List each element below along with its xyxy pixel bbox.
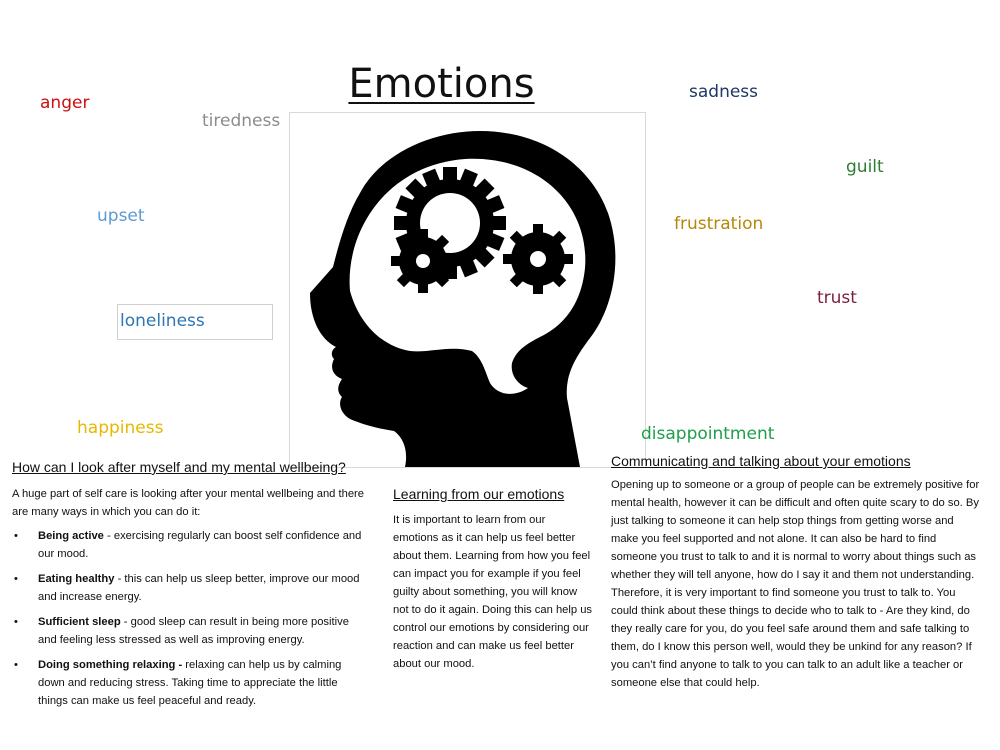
emotion-word-sadness: sadness: [689, 82, 759, 102]
list-item: [12, 570, 367, 606]
list-item-text: - exercising regularly can boost self confidence and our mood.: [38, 530, 362, 560]
list-item-text: relaxing can help us by calming down and reducing stress. Taking time to appreciate the little things can make us feel peaceful and ready.: [38, 659, 342, 707]
emotion-word-tiredness: tiredness: [202, 111, 281, 131]
emotion-word-trust: trust: [817, 288, 857, 308]
bullet-icon: •: [14, 659, 18, 671]
bullet-icon: •: [14, 616, 18, 628]
page-title: Emotions: [348, 61, 535, 107]
list-item-label: Sufficient sleep: [38, 616, 121, 628]
emotion-word-disappointment: disappointment: [641, 424, 775, 444]
list-item-text: - this can help us sleep better, improve our mood and increase energy.: [38, 573, 360, 603]
emotion-word-upset: upset: [97, 206, 145, 226]
emotion-word-loneliness-text: loneliness: [120, 311, 205, 331]
middle-section-body: It is important to learn from our emotions as it can help us feel better about them. Learning from how you feel can impact you for example if you feel guilty about something, you will know not to do it again. Doing this can help us control our emotions by considering our reaction and can make us feel better about our mood.: [393, 514, 593, 670]
self-care-list: [12, 527, 367, 710]
list-item: [12, 527, 367, 563]
emotion-word-loneliness: [117, 304, 273, 340]
bullet-icon: •: [14, 573, 18, 585]
middle-section-heading: Learning from our emotions: [393, 486, 565, 502]
list-item-label: Being active: [38, 530, 104, 542]
emotion-word-happiness: happiness: [77, 418, 164, 438]
head-illustration-frame: [289, 112, 646, 468]
head-with-gears-icon: [290, 113, 645, 467]
emotion-word-guilt: guilt: [846, 157, 884, 177]
list-item: [12, 656, 367, 710]
list-item-label: Doing something relaxing -: [38, 659, 183, 671]
left-section-body: [12, 485, 367, 717]
list-item-label: Eating healthy: [38, 573, 115, 585]
bullet-icon: •: [14, 530, 18, 542]
emotion-word-anger: anger: [40, 93, 90, 113]
left-section-heading: How can I look after myself and my mental wellbeing?: [12, 459, 346, 475]
list-item-text: - good sleep can result in being more positive and feeling less stressed as well as improving energy.: [38, 616, 349, 646]
emotion-word-frustration: frustration: [674, 214, 764, 234]
list-item: [12, 613, 367, 649]
right-section-body: Opening up to someone or a group of people can be extremely positive for mental health, however it can be difficult and often quite scary to do so. By just talking to someone it can help stop things from getting worse and make you feel supported and not alone. It can also be hard to find someone you trust to talk to and it is normal to worry about things such as whether they will tell anyone, how do I say it and them not understanding. Therefore, it is very important to find someone you trust to talk to. You could think about these things to decide who to talk to - Are they kind, do they really care for you, do you feel safe around them and safe talking to them, do I know this person well, would they be unkind for any reason? If you can’t find anyone to talk to you can talk to an adult like a teacher or someone else that could help.: [611, 479, 980, 689]
right-section-heading: Communicating and talking about your emotions: [611, 453, 911, 469]
left-section-intro: A huge part of self care is looking after your mental wellbeing and there are many ways in which you can do it:: [12, 488, 364, 518]
